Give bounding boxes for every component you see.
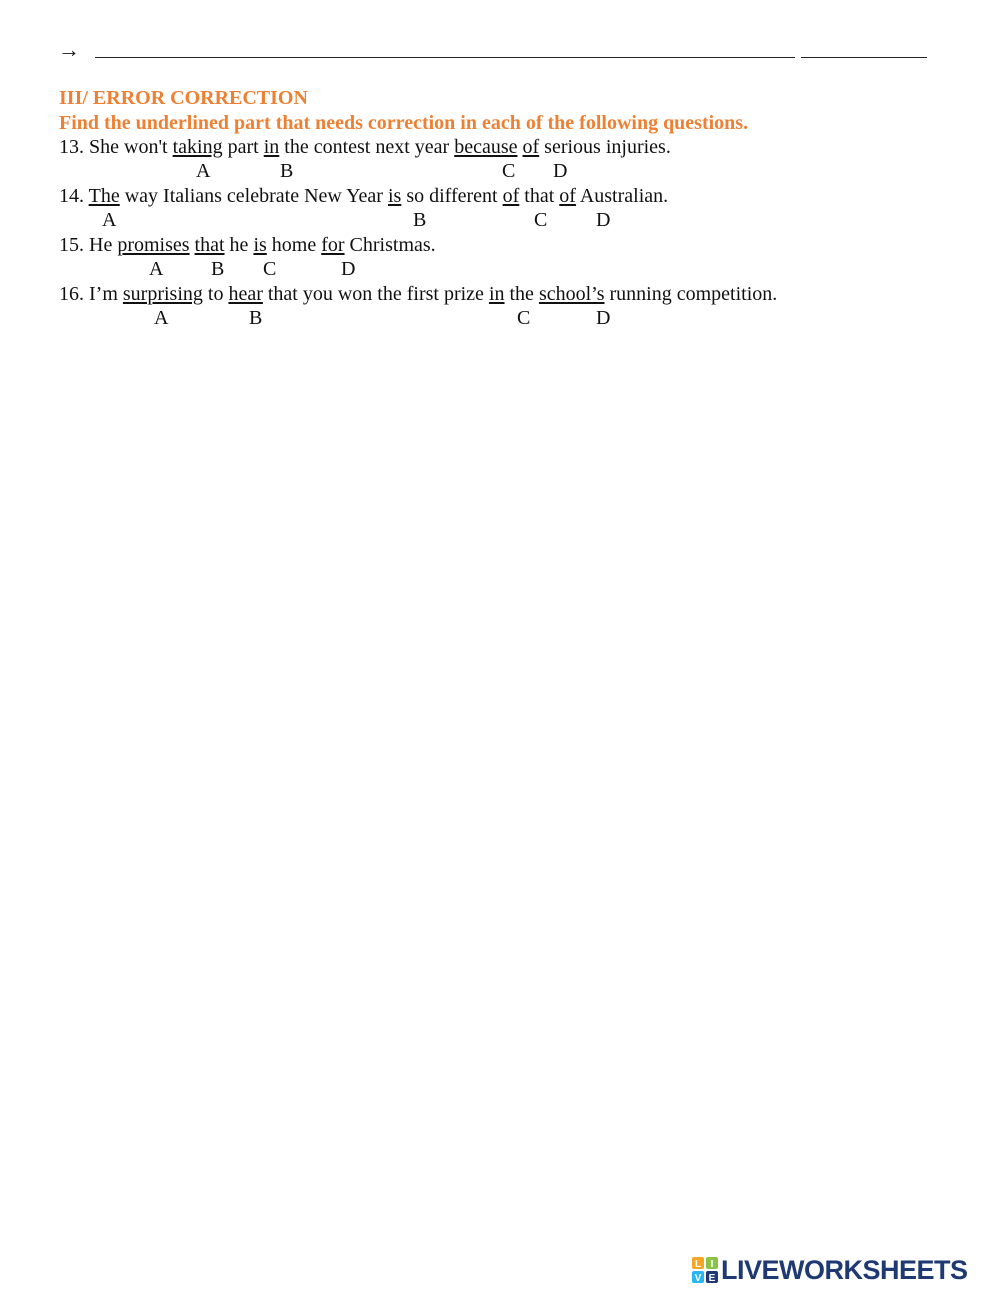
underlined-part: of <box>559 185 576 207</box>
question-15 <box>59 233 436 257</box>
sentence-text: the <box>504 283 539 305</box>
option-letter-b: B <box>211 258 225 280</box>
option-letter-c: C <box>263 258 277 280</box>
sentence-text: serious injuries. <box>539 136 671 158</box>
option-letter-c: C <box>534 209 548 231</box>
sentence-text: so different <box>401 185 503 207</box>
option-letter-d: D <box>553 160 568 182</box>
option-letter-d: D <box>341 258 356 280</box>
sentence-text: home <box>266 234 322 256</box>
underlined-part: school’s <box>538 283 605 305</box>
underlined-part: promises <box>117 234 190 256</box>
question-14 <box>59 184 668 208</box>
underlined-part: because <box>454 136 518 158</box>
sentence-text: 16. I’m <box>59 283 123 305</box>
underlined-part: The <box>88 185 120 207</box>
option-letter-c: C <box>502 160 516 182</box>
underlined-part: in <box>263 136 280 158</box>
sentence-text: running competition. <box>604 283 778 305</box>
underlined-part: of <box>522 136 540 158</box>
svg-text:I: I <box>710 1259 714 1270</box>
underlined-part: in <box>488 283 505 305</box>
sentence-text: 14. <box>59 185 89 207</box>
option-letter-c: C <box>517 307 531 329</box>
sentence-text: 15. He <box>59 234 118 256</box>
answer-blank <box>95 57 795 58</box>
underlined-part: of <box>502 185 520 207</box>
sentence-text: that you won the first prize <box>262 283 489 305</box>
option-letter-b: B <box>249 307 263 329</box>
sentence-text: Australian. <box>575 185 669 207</box>
underlined-part: is <box>253 234 267 256</box>
instruction-text: Find the underlined part that needs correction in each of the following questions. <box>59 112 749 134</box>
sentence-text: he <box>224 234 254 256</box>
option-letter-b: B <box>413 209 427 231</box>
option-letter-a: A <box>154 307 169 329</box>
underlined-part: for <box>321 234 345 256</box>
sentence-text: 13. She won't <box>59 136 173 158</box>
option-letter-b: B <box>280 160 294 182</box>
svg-text:V: V <box>694 1273 702 1283</box>
svg-text:L: L <box>694 1259 702 1270</box>
underlined-part: surprising <box>122 283 203 305</box>
option-letter-a: A <box>102 209 117 231</box>
logo-wordmark: LIVEWORKSHEETS <box>721 1255 968 1285</box>
sentence-text: the contest next year <box>279 136 455 158</box>
section-title: III/ ERROR CORRECTION <box>59 87 308 109</box>
underlined-part: taking <box>172 136 223 158</box>
sentence-text: Christmas. <box>344 234 436 256</box>
sentence-text: way Italians celebrate New Year <box>119 185 388 207</box>
sentence-text: to <box>202 283 229 305</box>
sentence-text: that <box>519 185 560 207</box>
underlined-part: is <box>387 185 402 207</box>
option-letter-d: D <box>596 307 611 329</box>
option-letter-d: D <box>596 209 611 231</box>
question-16 <box>59 282 777 306</box>
answer-blank-extension <box>801 57 927 58</box>
svg-text:E: E <box>708 1273 716 1283</box>
liveworksheets-logo-icon <box>692 1257 718 1283</box>
question-13 <box>59 135 671 159</box>
option-letter-a: A <box>196 160 211 182</box>
underlined-part: that <box>194 234 225 256</box>
option-letter-a: A <box>149 258 164 280</box>
underlined-part: hear <box>228 283 263 305</box>
answer-line <box>58 36 938 66</box>
sentence-text: part <box>222 136 264 158</box>
liveworksheets-logo <box>692 1256 968 1284</box>
arrow-icon: → <box>58 37 80 62</box>
